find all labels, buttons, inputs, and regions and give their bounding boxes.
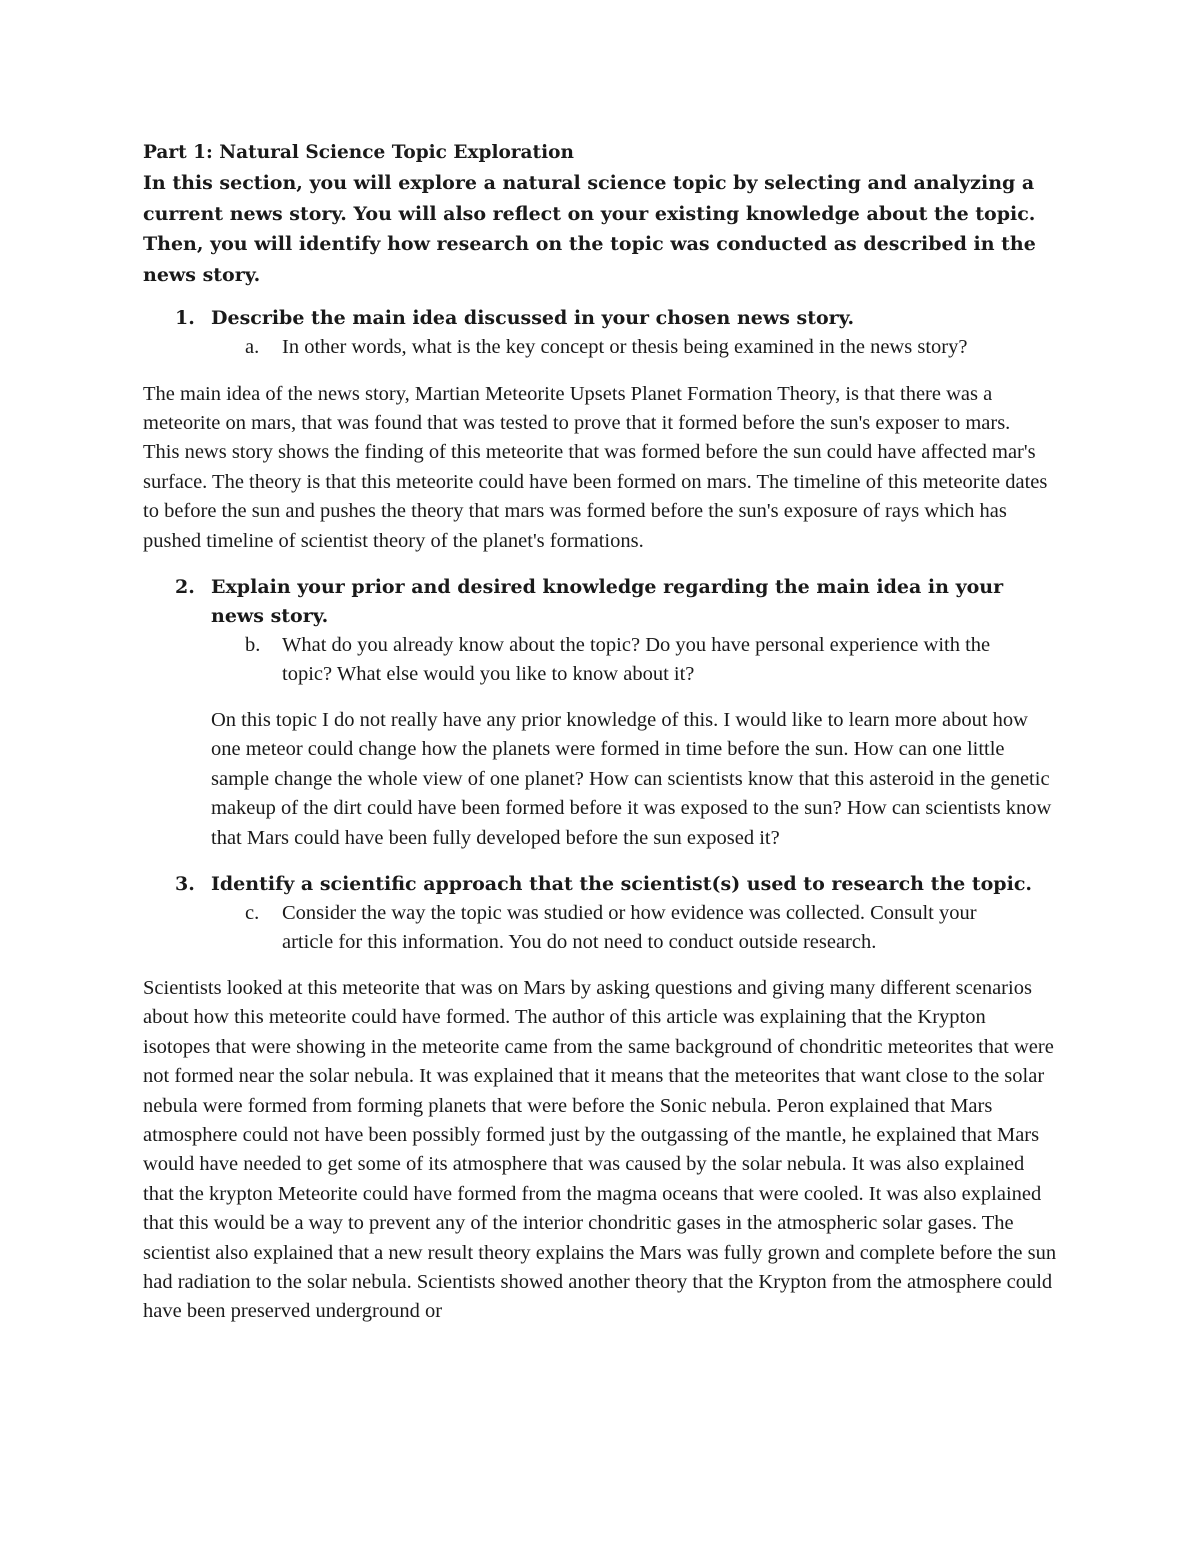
question-2-subprompt [143,631,1022,690]
question-2-sub-letter: b. [245,633,261,656]
question-2 [143,573,1031,631]
question-1-sub-letter: a. [245,336,260,358]
question-3-number: 3. [175,872,195,895]
question-1-prompt: Describe the main idea discussed in your chosen news story. [211,307,855,329]
question-1-sub-prompt-text: In other words, what is the key concept or thesis being examined in the news story? [282,336,968,358]
question-3 [143,870,1063,899]
answer-3: Scientists looked at this meteorite that was on Mars by asking questions and giving many different scenarios about how this meteorite could have formed. The author of this article was explaining that the Krypton isotopes that were showing in the meteorite came from the same background of chondritic meteorites that were not formed near the solar nebula. It was explained that it means that the meteorites that want close to the solar nebula were formed from forming planets that were before the Sonic nebula. Peron explained that Mars atmosphere could not have been possibly formed just by the outgassing of the mantle, he explained that Mars would have needed to get some of its atmosphere that was caused by the solar nebula. It was also explained that the krypton Meteorite could have formed from the magma oceans that were cooled. It was also explained that this would be a way to prevent any of the interior chondritic gases in the atmospheric solar gases. The scientist also explained that a new result theory explains the Mars was fully grown and complete before the sun had radiation to the solar nebula. Scientists showed another theory that the Krypton from the atmosphere could have been preserved underground or [143,976,1057,1323]
question-3-prompt: Identify a scientific approach that the scientist(s) used to research the topic. [211,872,1032,895]
question-1-number: 1. [175,307,195,329]
question-1-subprompt [143,333,1063,363]
part-intro: In this section, you will explore a natural science topic by selecting and analyzing a current news story. You will also reflect on your existing knowledge about the topic. Then, you will identify how research on the topic was conducted as described in the news story. [143,172,1036,286]
question-3-subprompt [143,899,1032,958]
question-1 [143,304,1063,333]
question-2-sub-prompt-text: What do you already know about the topic? Do you have personal experience with the topic? What else would you like to know about it? [282,633,991,686]
question-2-prompt: Explain your prior and desired knowledge regarding the main idea in your news story. [211,575,1004,627]
question-3-sub-letter: c. [245,901,260,924]
document-page [143,138,1063,1327]
answer-2: On this topic I do not really have any prior knowledge of this. I would like to learn more about how one meteor could change how the planets were formed in time before the sun. How can one little sample change the whole view of one planet? How can scientists know that this asteroid in the genetic makeup of the dirt could have been formed before it was exposed to the sun? How can scientists know that Mars could have been fully developed before the sun exposed it? [211,708,1052,849]
question-2-number: 2. [175,575,195,598]
answer-1: The main idea of the news story, Martian Meteorite Upsets Planet Formation Theory, is that there was a meteorite on mars, that was found that was tested to prove that it formed before the sun's exposer to mars. This news story shows the finding of this meteorite that was formed before the sun could have affected mar's surface. The theory is that this meteorite could have been formed on mars. The timeline of this meteorite dates to before the sun and pushes the theory that mars was formed before the sun's exposure of rays which has pushed timeline of scientist theory of the planet's formations. [143,382,1048,552]
part-heading: Part 1: Natural Science Topic Exploration [143,142,574,163]
question-3-sub-prompt-text: Consider the way the topic was studied or how evidence was collected. Consult your article for this information. You do not need to conduct outside research. [282,901,977,954]
